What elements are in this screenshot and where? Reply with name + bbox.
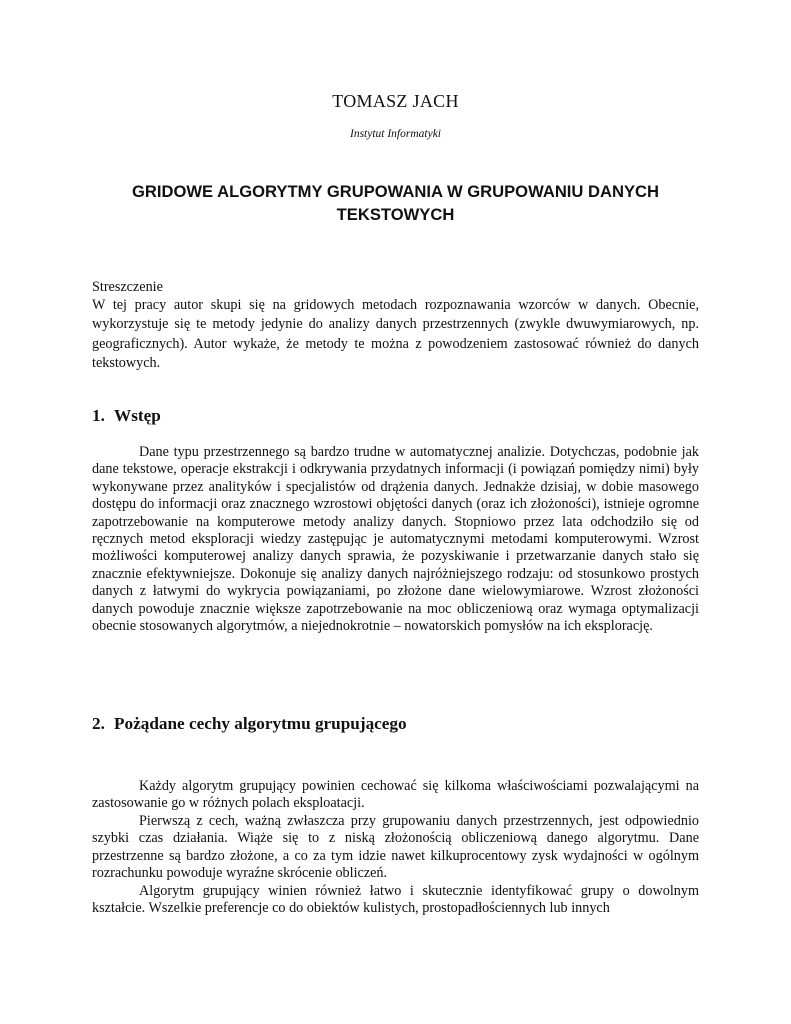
section-number: 1. [92, 406, 105, 425]
paper-title: GRIDOWE ALGORYTMY GRUPOWANIA W GRUPOWANIU DANYCH TEKSTOWYCH [132, 182, 659, 224]
section-heading-1 [92, 405, 161, 427]
author-name: TOMASZ JACH [332, 91, 459, 111]
section-heading-2 [92, 713, 407, 735]
paragraph: Każdy algorytm grupujący powinien cechować się kilkoma właściwościami pozwalającymi na zastosowanie go w różnych polach eksploatacji. [92, 778, 699, 812]
section-title: Pożądane cechy algorytmu grupującego [114, 714, 407, 733]
section-number: 2. [92, 714, 105, 733]
author-affiliation: Instytut Informatyki [349, 128, 442, 140]
abstract-label: Streszczenie [92, 279, 163, 295]
paragraph: Algorytm grupujący winien również łatwo i skutecznie identyfikować grupy o dowolnym kształcie. Wszelkie preferencje co do obiektów kulistych, prostopadłościennych lub innych [92, 883, 699, 917]
paragraph: Pierwszą z cech, ważną zwłaszcza przy grupowaniu danych przestrzennych, jest odpowiednio szybki czas działania. Wiąże się to z niską złożonością obliczeniową danego algorytmu. Dane przestrzenne są bardzo złożone, a co za tym idzie nawet kilkuprocentowy zysk wydajności w ogólnym rozrachunku powoduje wyraźne skrócenie obliczeń. [92, 813, 699, 882]
abstract-text: W tej pracy autor skupi się na gridowych metodach rozpoznawania wzorców w danych. Obecnie, wykorzystuje się te metody jedynie do analizy danych przestrzennych (zwykle dwuwymiarowych, np. geograficznych). Autor wykaże, że metody te można z powodzeniem zastosować również do danych tekstowych. [92, 297, 699, 371]
paragraph: Dane typu przestrzennego są bardzo trudne w automatycznej analizie. Dotychczas, podobnie jak dane tekstowe, operacje ekstrakcji i odkrywania przydatnych informacji (i powiązań pomiędzy nimi) były wykonywane przez analityków i specjalistów od drążenia danych. Jednakże dzisiaj, w dobie masowego dostępu do informacji oraz znacznego wzrostowi objętości danych (oraz ich złożoności), istnieje ogromne zapotrzebowanie na komputerowe metody analizy danych. Stopniowo przez lata odchodziło się od ręcznych metod eksploracji wiedzy zastępując je automatycznymi metodami komputerowymi. Wzrost możliwości komputerowej analizy danych sprawia, że pozyskiwanie i przetwarzanie danych stało się znacznie efektywniejsze. Dokonuje się analizy danych najróżniejszego rodzaju: od stosunkowo prostych danych z łatwymi do wykrycia powiązaniami, po złożone dane wielowymiarowe. Wzrost złożoności danych powoduje znacznie większe zapotrzebowanie na moc obliczeniową oraz wymaga optymalizacji obecnie stosowanych algorytmów, a niejednokrotnie – nowatorskich pomysłów na ich eksplorację. [92, 444, 699, 635]
section-title: Wstęp [114, 406, 161, 425]
